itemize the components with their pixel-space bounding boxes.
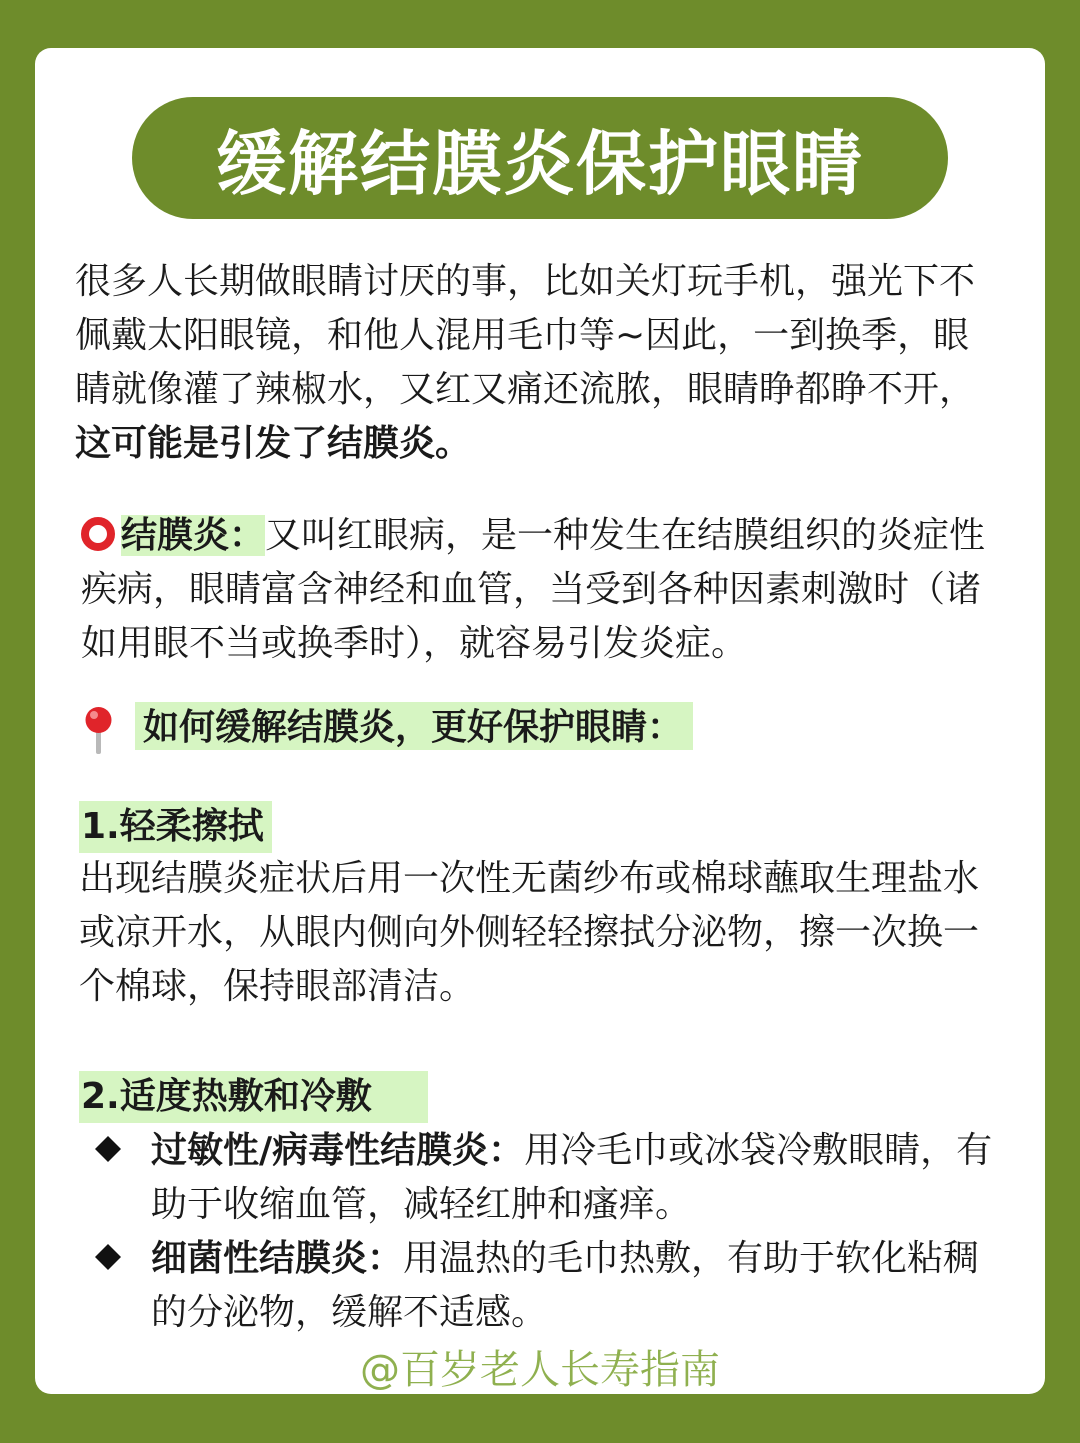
list-item xyxy=(95,1232,995,1340)
red-circle-icon xyxy=(81,517,115,551)
bullet-2-bold: 细菌性结膜炎： xyxy=(151,1238,404,1279)
intro-paragraph xyxy=(75,255,1005,471)
list-item xyxy=(95,1124,995,1232)
content-card xyxy=(35,48,1045,1394)
bullet-1-bold: 过敏性/病毒性结膜炎： xyxy=(151,1130,525,1171)
bullet-1-text: 用冷毛巾或冰袋冷敷眼睛，有助于收缩血管，减轻红肿和瘙痒。 xyxy=(151,1130,993,1225)
pushpin-icon xyxy=(79,704,119,756)
section-1-text: 出现结膜炎症状后用一次性无菌纱布或棉球蘸取生理盐水或凉开水，从眼内侧向外侧轻轻擦拭分泌物，擦一次换一个棉球，保持眼部清洁。 xyxy=(79,858,980,1007)
definition-term: 结膜炎： xyxy=(121,515,266,556)
page-title: 缓解结膜炎保护眼睛 xyxy=(216,122,864,205)
footer-watermark: @百岁老人长寿指南 xyxy=(360,1347,720,1393)
title-banner xyxy=(132,97,948,219)
section-2-title: 2.适度热敷和冷敷 xyxy=(79,1071,428,1123)
section-1-title: 1.轻柔擦拭 xyxy=(79,801,272,853)
diamond-bullet-icon xyxy=(95,1244,121,1270)
definition-text: 又叫红眼病，是一种发生在结膜组织的炎症性疾病，眼睛富含神经和血管，当受到各种因素刺激时（诸如用眼不当或换季时），就容易引发炎症。 xyxy=(81,515,986,664)
intro-text: 很多人长期做眼睛讨厌的事，比如关灯玩手机，强光下不佩戴太阳眼镜，和他人混用毛巾等~因此，一到换季，眼睛就像灌了辣椒水，又红又痛还流脓，眼睛睁都睁不开， xyxy=(75,261,976,410)
diamond-bullet-icon xyxy=(95,1136,121,1162)
definition-paragraph xyxy=(81,509,1011,671)
how-to-heading: 如何缓解结膜炎，更好保护眼睛： xyxy=(135,702,693,750)
intro-bold-text: 这可能是引发了结膜炎。 xyxy=(75,423,472,464)
bullet-2-text: 用温热的毛巾热敷，有助于软化粘稠的分泌物，缓解不适感。 xyxy=(151,1238,980,1333)
